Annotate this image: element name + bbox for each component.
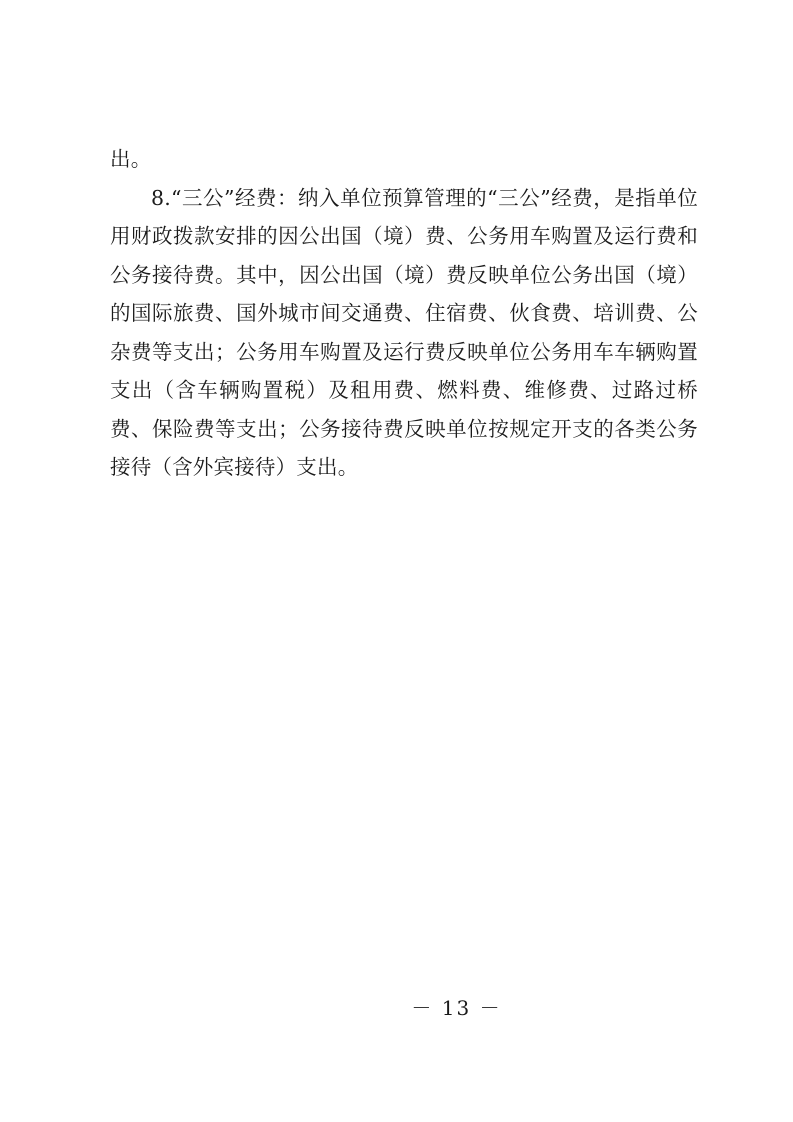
paragraph-item-8-sangong: 8.“三公”经费：纳入单位预算管理的“三公”经费，是指单位用财政拨款安排的因公出国（境）费、公务用车购置及运行费和公务接待费。其中，因公出国（境）费反映单位公务出国（境）的国际旅费、国外城市间交通费、住宿费、伙食费、培训费、公杂费等支出；公务用车购置及运行费反映单位公务用车车辆购置支出（含车辆购置税）及租用费、燃料费、维修费、过路过桥费、保险费等支出；公务接待费反映单位按规定开支的各类公务接待（含外宾接待）支出。: [110, 185, 698, 479]
paragraph-continuation: 出。: [110, 147, 152, 171]
page-footer: [0, 992, 793, 1021]
page-number: － 13 －: [411, 996, 502, 1020]
document-body: [110, 140, 698, 487]
